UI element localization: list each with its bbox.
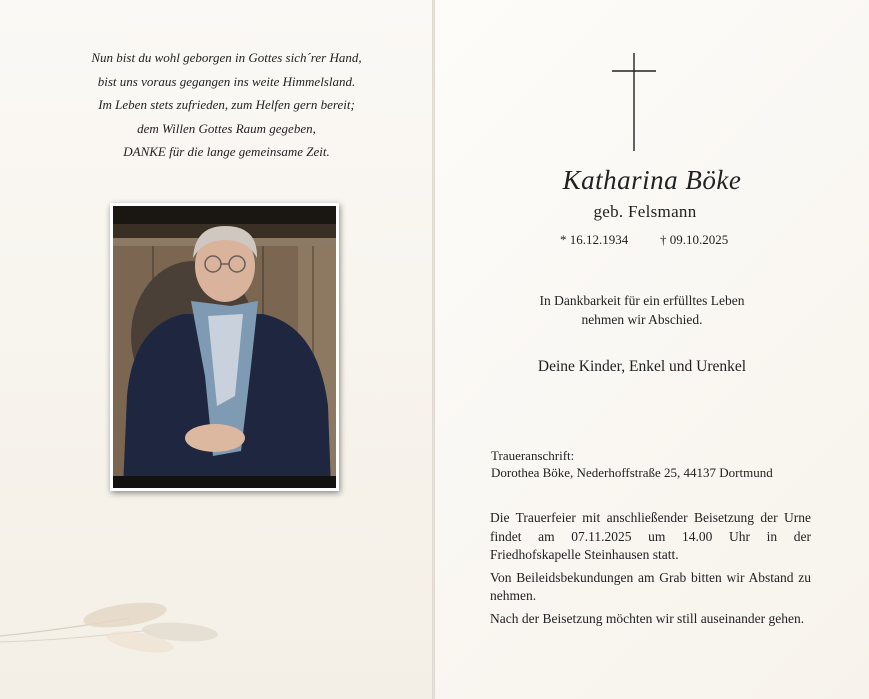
address-value: Dorothea Böke, Nederhoffstraße 25, 44137 Dortmund — [491, 465, 773, 480]
maiden-name: geb. Felsmann — [593, 202, 697, 221]
info-paragraph: Von Beileidsbekundungen am Grab bitten wir Abstand zu nehmen. — [490, 569, 811, 603]
page-fold — [432, 0, 435, 699]
birth-date: * 16.12.1934 — [560, 232, 629, 247]
ceremony-info — [490, 509, 811, 632]
poem-line: Nun bist du wohl geborgen in Gottes sich´rer Hand, — [91, 50, 362, 65]
poem-line: bist uns voraus gegangen ins weite Himmelsland. — [97, 73, 356, 89]
mourning-address — [491, 447, 773, 481]
portrait-frame — [110, 203, 339, 491]
death-date: † 09.10.2025 — [660, 232, 729, 247]
poem — [40, 46, 413, 164]
info-paragraph: Nach der Beisetzung möchten wir still auseinander gehen. — [490, 610, 805, 626]
poem-line: DANKE für die lange gemeinsame Zeit. — [123, 144, 330, 159]
info-paragraph: Die Trauerfeier mit anschließender Beisetzung der Urne findet am 07.11.2025 um 14.00 Uhr in der Friedhofskapelle Steinhausen statt. — [490, 510, 811, 562]
thanks-line: nehmen wir Abschied. — [581, 312, 703, 327]
poem-line: dem Willen Gottes Raum gegeben, — [137, 120, 316, 136]
thanks-line: In Dankbarkeit für ein erfülltes Leben — [539, 293, 745, 308]
deceased-name: Katharina Böke — [562, 165, 742, 195]
dried-grass-decoration — [0, 590, 240, 670]
portrait-photo — [113, 206, 336, 488]
family-signature: Deine Kinder, Enkel und Urenkel — [537, 358, 747, 375]
poem-line: Im Leben stets zufrieden, zum Helfen gern bereit; — [98, 97, 355, 112]
thanks-text — [435, 291, 849, 329]
address-label: Traueranschrift: — [491, 448, 575, 463]
cross-icon — [612, 53, 656, 151]
